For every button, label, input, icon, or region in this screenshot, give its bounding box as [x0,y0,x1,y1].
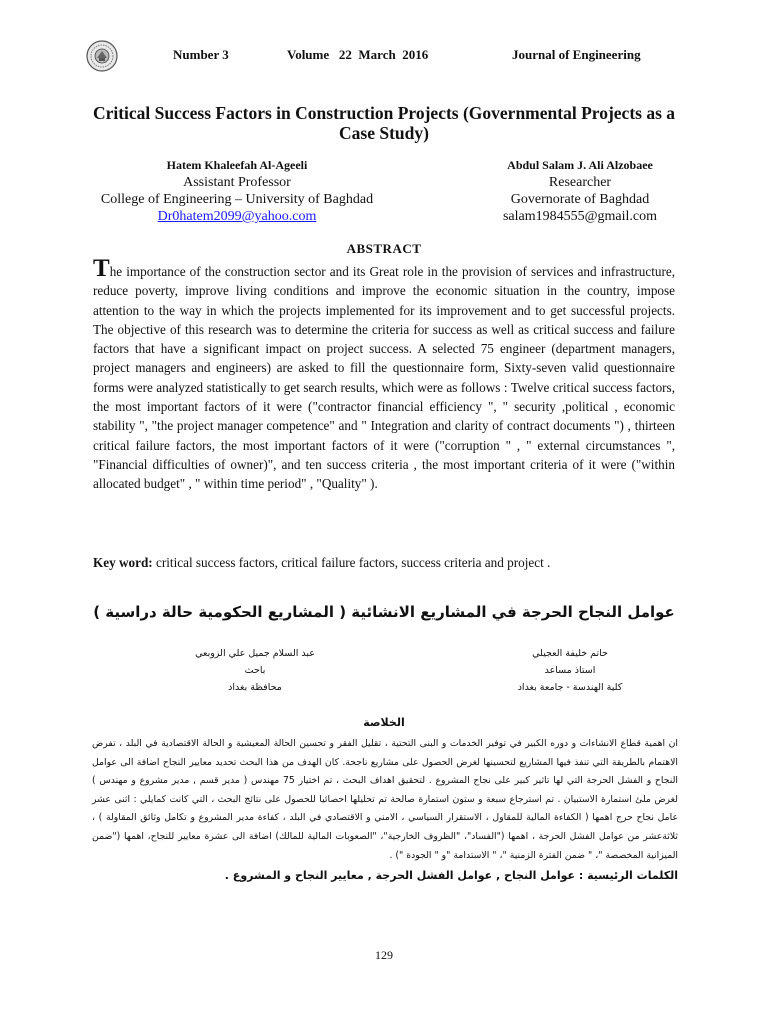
arabic-author-right [470,645,670,696]
arabic-title: عوامل النجاح الحرجة في المشاريع الانشائية ( المشاريع الحكومية حالة دراسية ) [93,603,675,621]
university-seal-icon [86,40,118,72]
volume-date: Volume 22 March 2016 [287,47,429,62]
issue-number: Number 3 [173,47,229,62]
keywords-label: Key word: [93,555,153,570]
page-number: 129 [375,948,393,962]
arabic-author-left-affiliation: محافظة بغداد [228,682,282,693]
journal-name: Journal of Engineering [512,47,641,62]
arabic-summary-heading: الخلاصة [363,716,405,729]
abstract-dropcap: T [93,255,110,282]
arabic-summary: ان اهمية قطاع الانشاءات و دوره الكبير في توفير الخدمات و البنى التحتية ، تقليل الفقر و تحسين الحالة المعيشية و الحالة الاقتصادية في البلد ، تفرض الاهتمام بالطريقة التي تنفذ فيها المشاريع لتحسينها لغرض الحصول على مشاريع ناجحة. كان الهدف من هذا البحث تحديد معايير النجاح اضافة الى عوامل النجاح و الفشل الحرجة التي لها تاثير كبير على نجاح المشروع . لتحقيق اهداف البحث ، تم اختيار 75 مهندس ( مدير قسم , مدير مشروع و مهندس ) لغرض ملئ استمارة الاستبيان . تم استرجاع سبعة و ستون استمارة صالحة تم تحليلها احصائيا للحصول على نتائج البحث ، التي كانت كمايلي : اثنى عشر عامل نجاح حرج اهمها ( الكفاءة المالية للمقاول ، الاستقرار السياسي ، الامني و الاقتصادي في البلد ، كفاءة مدير المشروع و تكامل وثائق المقاولة ) ، ثلاثةعشر من عوامل الفشل الحرجة ، اهمها ("الفساد"، "الظروف الخارجية"، "الصعوبات المالية للمالك) اضافة الى عشرة معايير للنجاح، اهمها ("ضمن الميزانية المخصصة "، " ضمن الفترة الزمنية "، " الاستدامة "و " الجودة ") . [92,738,678,861]
author-right-email: salam1984555@gmail.com [502,209,658,224]
abstract-heading: ABSTRACT [346,241,422,256]
arabic-author-left [140,645,370,696]
author-left-role: Assistant Professor [183,175,291,190]
arabic-author-right-role: استاذ مساعد [544,665,596,676]
keywords-text: critical success factors, critical failure factors, success criteria and project . [152,555,551,570]
abstract-text: he importance of the construction sector and its Great role in the provision of services and infrastructure, reduce poverty, improve living conditions and improve the economic situation in the country, impose attention to the way in which the projects implemented for its improvement and to get successful projects. The objective of this research was to determine the criteria for success as well as critical success and failure factors that have a significant impact on project success. A selected 75 engineer (department managers, project managers and engineers) are asked to fill the questionnaire form, Sixty-seven valid questionnaire forms were analyzed statistically to get search results, which were as follows : Twelve critical success factors, the most important factors of it were ("contractor financial efficiency ", " security ,political , economic stability ", "the project manager competence" and " Integration and clarity of contract documents ") , thirteen critical failure factors, the most important factors of it were ("corruption " , " external circumstances ", "Financial difficulties of owner)", and ten success criteria , the most important criteria of it were ("within allocated budget" , " within time period" , "Quality" ). [93,264,675,492]
author-left [92,157,382,225]
author-right-name: Abdul Salam J. Ali Alzobaee [507,158,653,172]
arabic-author-right-name: حاتم خليفة العجيلي [532,648,608,659]
arabic-author-right-affiliation: كلية الهندسة - جامعة بغداد [517,682,623,693]
abstract-body [93,255,675,494]
author-left-email-link[interactable]: Dr0hatem2099@yahoo.com [157,209,317,224]
arabic-author-left-name: عبد السلام جميل علي الزوبعي [195,648,315,659]
keywords [93,555,683,571]
author-left-name: Hatem Khaleefah Al-Ageeli [166,158,308,172]
author-right-role: Researcher [548,175,612,190]
paper-title: Critical Success Factors in Construction Projects (Governmental Projects as a Case Study) [92,103,676,143]
arabic-keywords: الكلمات الرئيسية : عوامل النجاح , عوامل الفشل الحرجة , معايير النجاح و المشروع . [224,869,678,882]
author-left-affiliation: College of Engineering – University of Baghdad [100,192,374,207]
arabic-author-left-role: باحث [244,665,266,676]
author-right-affiliation: Governorate of Baghdad [510,192,650,207]
author-right [490,157,670,225]
